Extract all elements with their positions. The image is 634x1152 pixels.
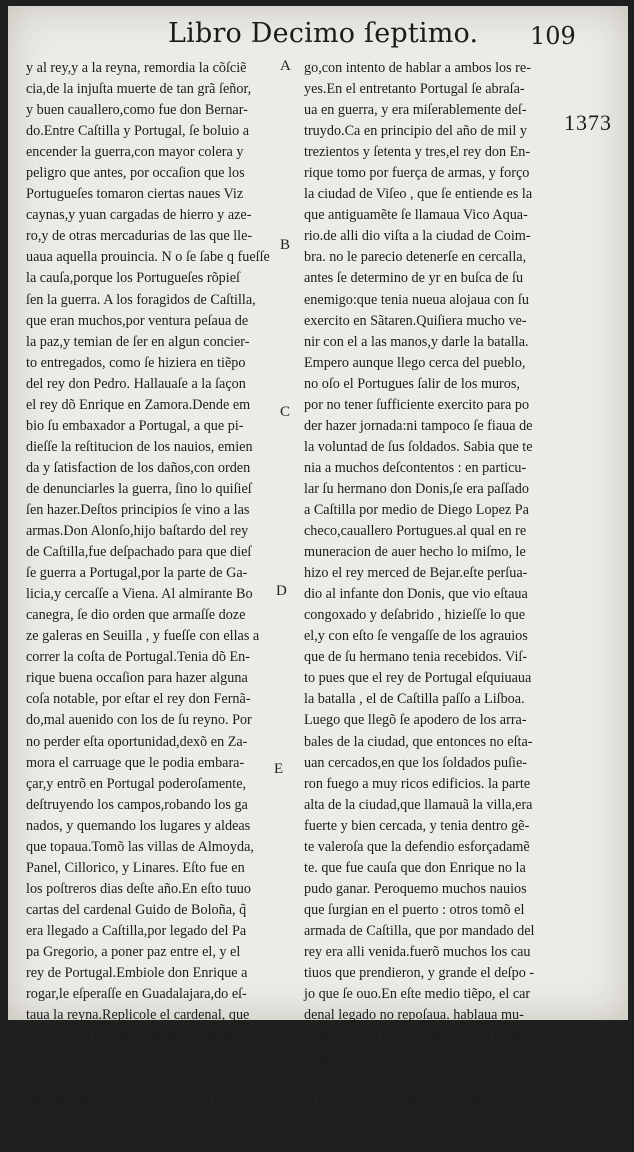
- right-text-line: nir con el a las manos,y darle la batalla.: [304, 333, 529, 350]
- left-text-line: coſa notable, por eſtar el rey don Fernã-: [26, 691, 251, 708]
- left-text-line: da y ſatisfaction de los daños,con orden: [26, 459, 251, 476]
- right-text-line: tiuos que prendieron, y grande el deſpo -: [304, 965, 535, 982]
- right-text-line: truydo.Ca en principio del año de mil y: [304, 123, 528, 140]
- left-text-line: rique buena occaſion para hazer alguna: [26, 670, 248, 687]
- right-text-line: que ſurgian en el puerto : otros tomõ el: [304, 901, 525, 918]
- right-text-line: pudo ganar. Peroquemo muchos nauios: [304, 880, 527, 897]
- margin-year: 1373: [564, 110, 612, 135]
- right-text-line: ſalud con tãtos caminos como hazia. Tã-: [304, 1070, 533, 1087]
- left-text-line: del rey don Pedro. Hallauaſe a la ſaçon: [26, 375, 246, 392]
- right-text-column: [304, 58, 560, 1152]
- left-text-line: mora el carruage que le podia embara-: [26, 754, 245, 771]
- left-text-line: ſen hazer.Deſtos principios ſe vino a las: [26, 501, 250, 518]
- left-text-line: do.Entre Caſtilla y Portugal, ſe boluio a: [26, 123, 250, 140]
- right-text-line: te. que fue cauſa que don Enrique no la: [304, 859, 526, 876]
- running-title: Libro Decimo ſeptimo.: [168, 18, 479, 49]
- margin-letter-b: B: [280, 237, 291, 253]
- left-text-line: cartas del cardenal Guido de Boloña, q̃: [26, 901, 247, 918]
- left-text-line: licia,y cercaſſe a Viena. Al almirante Bo: [26, 586, 253, 603]
- left-text-line: pa Gregorio, a poner paz entre el, y el: [26, 943, 241, 960]
- left-text-line: Panel, Cillorico, y Linares. Eſto fue en: [26, 859, 245, 876]
- left-text-line: de Caſtilla,fue deſpachado para que dieſ: [26, 544, 252, 561]
- left-text-line: de denunciarles la guerra, ſino lo quiſieſ: [26, 480, 252, 497]
- right-text-line: uan cercados,en que los ſoldados puſie-: [304, 754, 527, 771]
- left-text-line: cia,de la injuſta muerte de tan grã ſeñor,: [26, 81, 252, 98]
- right-text-line: rio.de alli dio viſta a la ciudad de Coim-: [304, 228, 531, 245]
- right-text-line: chas vezes al vn rey y al otro, ſin eſcuſar: [304, 1028, 533, 1045]
- margin-letter-e: E: [274, 761, 284, 777]
- left-text-line: uaua aquella prouincia. N o ſe ſabe q fueſſe: [26, 249, 270, 266]
- left-text-line: correr la coſta de Portugal.Tenia dõ En-: [26, 649, 250, 666]
- left-text-line: no era juſto eſtarſe el quedo,ſin hazer di: [26, 1028, 249, 1045]
- right-text-line: Empero aunque llego cerca del pueblo,: [304, 354, 526, 371]
- right-text-line: der hazer jornada:ni tampoco ſe fiaua de: [304, 417, 533, 434]
- right-text-line: yes.En el entretanto Portugal ſe abraſa-: [304, 81, 525, 98]
- left-text-line: encender la guerra,con mayor colera y: [26, 144, 244, 161]
- left-text-line: Portugueſes tomaron ciertas naues Viz: [26, 186, 244, 203]
- left-text-line: ſe guerra a Portugal,por la parte de Ga-: [26, 565, 248, 582]
- right-text-line: Luego que llegõ ſe apodero de los arra-: [304, 712, 527, 729]
- right-text-line: dio al infante don Donis, que vio eſtaua: [304, 586, 528, 603]
- left-text-column: [26, 58, 284, 1131]
- left-text-line: ligencia en aquello para que el Papa le: [26, 1049, 244, 1066]
- right-text-line: que de ſu hermano tenia recebidos. Viſ-: [304, 649, 528, 666]
- right-text-line: te valeroſa que la defendio esforçadamẽ: [304, 838, 530, 855]
- right-text-line: denal legado no repoſaua. hablaua mu-: [304, 1007, 524, 1024]
- left-text-line: taua la reyna.Replicole el cardenal, que: [26, 1007, 250, 1024]
- right-text-line: nia a muchos deſcontentos : en particu-: [304, 459, 527, 476]
- right-text-line: lar ſu hermano don Donis,ſe era paſſado: [304, 480, 529, 497]
- right-text-line: la batalla , el de Caſtilla paſſo a Liſboa.: [304, 691, 525, 708]
- left-text-line: canegra, ſe dio orden que armaſſe doze: [26, 607, 246, 624]
- left-text-line: to entregados, como ſe hiziera en tiẽpo: [26, 354, 246, 371]
- left-text-line: y buen cauallero,como fue don Bernar-: [26, 102, 248, 119]
- right-text-line: enemigo:que tenia nueua alojaua con ſu: [304, 291, 529, 308]
- left-text-line: la cauſa,porque los Portugueſes rõpieſ: [26, 270, 240, 287]
- right-text-line: que antiguamẽte ſe llamaua Vico Aqua-: [304, 207, 528, 224]
- left-text-line: caynas,y yuan cargadas de hierro y aze-: [26, 207, 252, 224]
- right-text-line: hizo el rey merced de Bejar.eſte perſua-: [304, 565, 528, 582]
- left-text-line: armas.Don Alonſo,hijo baſtardo del rey: [26, 523, 249, 540]
- right-text-line: checo,cauallero Portugues.al qual en re: [304, 523, 527, 540]
- right-text-line: armada de Caſtilla, que por mandado del: [304, 922, 535, 939]
- left-text-line: que topaua.Tomõ las villas de Almoyda,: [26, 838, 254, 855]
- left-text-line: el rey dõ Enrique en Zamora.Dende em: [26, 396, 251, 413]
- right-text-line: el,y con eſto ſe vengaſſe de los agrauios: [304, 628, 528, 645]
- right-text-line: muneracion de auer hecho lo miſmo, le: [304, 544, 526, 561]
- right-text-line: rey era alli venida.fuerõ muchos los cau: [304, 943, 531, 960]
- right-text-line: ningun trabajo,ni el rieſgo en q ponia ſu: [304, 1049, 529, 1066]
- right-text-line: jo que ſe ouo.En eſte medio tiẽpo, el car: [304, 986, 531, 1003]
- right-text-line: la ciudad de Viſeo , que ſe entiende es la: [304, 186, 533, 203]
- left-text-line: no perder eſta oportunidad,dexõ en Za-: [26, 733, 248, 750]
- left-text-line: mandaua,que era eſtoruar la guerra que: [26, 1070, 248, 1087]
- right-text-line: ta diligencia puſo,que en veynte y ocho: [304, 1091, 527, 1108]
- right-text-line: go,con intento de hablar a ambos los re-: [304, 60, 531, 76]
- left-text-line: rey de Portugal.Embiole don Enrique a: [26, 965, 248, 982]
- right-text-line: bra. no le parecio detenerſe en cercalla,: [304, 249, 527, 266]
- right-text-line: a Caſtilla por medio de Diego Lopez Pa: [304, 501, 529, 518]
- left-text-line: rogar,le eſperaſſe en Guadalajara,do eſ-: [26, 986, 247, 1003]
- left-text-line: bio ſu embaxador a Portugal, a que pi-: [26, 417, 244, 434]
- right-text-line: la voluntad de ſus ſoldados. Sabia que te: [304, 438, 533, 455]
- right-text-line: por no tener ſufficiente exercito para po: [304, 396, 530, 413]
- right-text-line: bales de la ciudad, que entonces no eſta-: [304, 733, 533, 750]
- right-text-line: gado: [304, 1133, 332, 1150]
- right-text-line: dias del mes de Março , los reyes y el le-: [304, 1112, 536, 1129]
- left-text-line: deſtruyendo los campos,robando los ga: [26, 796, 248, 813]
- left-text-line: era llegado a Caſtilla,por legado del Pa: [26, 922, 247, 939]
- left-text-line: tan trauada veya. Con eſto ſe dio prieſſa: [26, 1091, 250, 1108]
- right-text-line: to pues que el rey de Portugal eſquiuaua: [304, 670, 532, 687]
- folio-number: 109: [530, 22, 576, 50]
- left-text-line: ze galeras en Seuilla , y fueſſe con ellas a: [26, 628, 260, 645]
- left-text-line: peligro que antes, por occaſion que los: [26, 165, 245, 182]
- right-text-line: ron fuego a muy ricos edificios. la parte: [304, 775, 531, 792]
- left-text-line: la paz,y temian de ſer en algun concier-: [26, 333, 250, 350]
- left-text-line: los poſtreros dias deſte año.En eſto tuuo: [26, 880, 251, 897]
- right-text-line: no oſo el Portugues ſalir de los muros,: [304, 375, 520, 392]
- margin-letter-c: C: [280, 404, 291, 420]
- margin-letter-d: D: [276, 583, 287, 599]
- right-text-line: trezientos y ſetenta y tres,el rey don En-: [304, 144, 531, 161]
- left-text-line: ſen la guerra. A los foragidos de Caſtilla,: [26, 291, 256, 308]
- left-text-line: a caminar,haſta que llego a Ciudadrodri: [26, 1112, 250, 1129]
- right-text-line: congoxado y deſabrido , hizieſſe lo que: [304, 607, 526, 624]
- right-text-line: antes ſe determino de yr en buſca de ſu: [304, 270, 524, 287]
- right-text-line: exercito en Sãtaren.Quiſiera mucho ve-: [304, 312, 527, 329]
- page-header: [8, 18, 628, 58]
- left-text-line: y al rey,y a la reyna, remordia la cõſciẽ: [26, 60, 247, 76]
- left-text-line: dieſſe la reſtitucion de los nauios, emien: [26, 438, 253, 455]
- right-text-line: alta de la ciudad,que llamauã la villa,era: [304, 796, 533, 813]
- book-page: [8, 6, 628, 1150]
- left-text-line: que eran muchos,por ventura peſaua de: [26, 312, 249, 329]
- left-text-line: nados, y quemando los lugares y aldeas: [26, 817, 251, 834]
- right-text-line: rique tomo por fuerça de armas, y forço: [304, 165, 530, 182]
- left-text-line: çar,y entrõ en Portugal poderoſamente,: [26, 775, 247, 792]
- margin-letter-a: A: [280, 58, 291, 74]
- right-text-line: fuerte y bien cercada, y tenia dentro gẽ-: [304, 817, 530, 834]
- left-text-line: ro,y de otras mercadurias de las que lle-: [26, 228, 253, 245]
- right-text-line: ua en guerra, y era miſerablemente deſ-: [304, 102, 527, 119]
- left-text-line: do,mal auenido con los de ſu reyno. Por: [26, 712, 252, 729]
